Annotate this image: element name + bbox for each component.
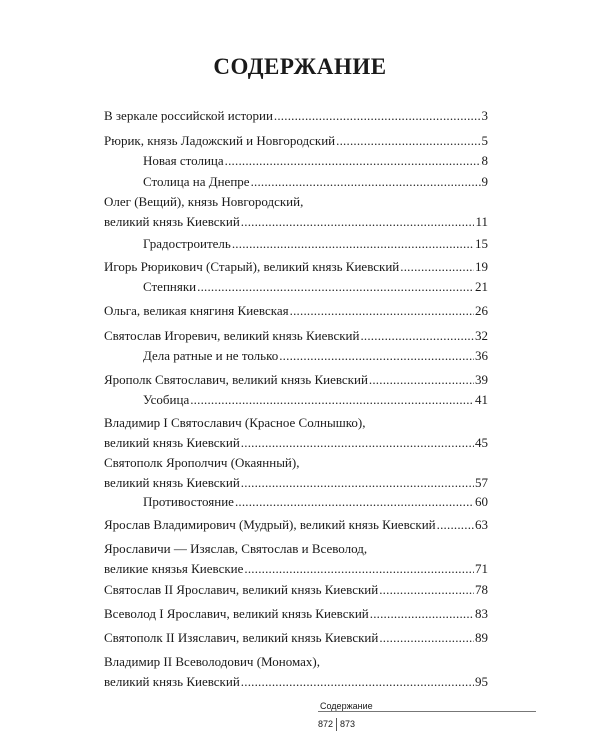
- toc-entry-title: Ярослав Владимирович (Мудрый), великий князь Киевский: [104, 517, 436, 532]
- toc-entry-title-line1: Владимир I Святославич (Красное Солнышко),: [104, 415, 366, 430]
- toc-entry-page: 36: [475, 348, 488, 363]
- toc-entry: [104, 108, 488, 130]
- toc-entry-title: В зеркале российской истории: [104, 108, 273, 123]
- toc-entry-title: Новая столица: [143, 153, 224, 168]
- toc-entry-title: Ольга, великая княгиня Киевская: [104, 303, 289, 318]
- toc-entry: [104, 630, 488, 652]
- toc-subentry: [143, 494, 488, 516]
- toc-entry-title: Святополк II Изяславич, великий князь Киевский: [104, 630, 379, 645]
- toc-entry: [104, 654, 488, 696]
- toc-subentry: [143, 279, 488, 301]
- toc-entry-page: 60: [475, 494, 488, 509]
- toc-leader-dots: [241, 475, 474, 491]
- toc-leader-dots: [235, 494, 474, 510]
- page-number-left: 872: [318, 718, 334, 729]
- toc-entry-title-line1: Святополк Ярополчич (Окаянный),: [104, 455, 300, 470]
- toc-leader-dots: [279, 348, 474, 364]
- toc-entry-title: Ярополк Святославич, великий князь Киевский: [104, 372, 368, 387]
- footer-rule: [318, 711, 536, 712]
- toc-entry-title: Рюрик, князь Ладожский и Новгородский: [104, 133, 336, 148]
- toc-entry-title: Градостроитель: [143, 236, 231, 251]
- page-title: СОДЕРЖАНИЕ: [213, 54, 387, 79]
- toc-subentry: [143, 348, 488, 370]
- page-number-right: 873: [340, 718, 356, 729]
- toc-entry: [104, 582, 488, 604]
- toc-entry: [104, 372, 488, 394]
- toc-entry-page: 15: [475, 236, 488, 251]
- toc-leader-dots: [336, 133, 480, 149]
- toc-entry-page: 26: [475, 303, 488, 318]
- toc-entry: [104, 328, 488, 350]
- toc-leader-dots: [274, 108, 481, 124]
- toc-leader-dots: [190, 392, 474, 408]
- toc-entry-page: 3: [481, 108, 488, 123]
- page-numbers: [318, 718, 355, 731]
- toc-leader-dots: [244, 561, 474, 577]
- toc-entry: [104, 259, 488, 281]
- toc-entry-title: великий князь Киевский: [104, 435, 240, 450]
- toc-entry-title: великий князь Киевский: [104, 475, 240, 490]
- toc-leader-dots: [379, 582, 474, 598]
- toc-leader-dots: [241, 435, 474, 451]
- toc-subentry: [143, 392, 488, 414]
- toc-entry-page: 57: [475, 475, 488, 490]
- toc-entry-page: 63: [475, 517, 488, 532]
- toc-leader-dots: [437, 517, 474, 533]
- toc-entry-title: Усобица: [143, 392, 190, 407]
- toc-entry: [104, 133, 488, 155]
- toc-subentry: [143, 153, 488, 175]
- toc-entry: [104, 415, 488, 457]
- toc-entry-title-line1: Ярославичи — Изяслав, Святослав и Всеволод,: [104, 541, 368, 556]
- toc-leader-dots: [197, 279, 474, 295]
- toc-entry-title: Противостояние: [143, 494, 234, 509]
- toc-leader-dots: [251, 174, 481, 190]
- toc-entry-page: 71: [475, 561, 488, 576]
- toc-entry: [104, 517, 488, 539]
- toc-entry-title: Святослав II Ярославич, великий князь Киевский: [104, 582, 379, 597]
- toc-entry-page: 5: [481, 133, 488, 148]
- toc-entry: [104, 303, 488, 325]
- toc-subentry: [143, 236, 488, 258]
- toc-leader-dots: [225, 153, 481, 169]
- toc-entry-page: 39: [475, 372, 488, 387]
- toc-entry-page: 11: [475, 214, 488, 229]
- toc-entry-title: великий князь Киевский: [104, 674, 240, 689]
- toc-leader-dots: [360, 328, 474, 344]
- toc-entry-page: 32: [475, 328, 488, 343]
- toc-subentry: [143, 174, 488, 196]
- toc-leader-dots: [370, 606, 474, 622]
- toc-entry-page: 19: [475, 259, 488, 274]
- running-footer-section: Содержание: [320, 701, 373, 711]
- toc-entry-title-line1: Владимир II Всеволодович (Мономах),: [104, 654, 320, 669]
- toc-entry-page: 41: [475, 392, 488, 407]
- toc-entry-title: великий князь Киевский: [104, 214, 240, 229]
- toc-entry: [104, 194, 488, 236]
- toc-leader-dots: [241, 674, 474, 690]
- toc-entry-page: 8: [481, 153, 488, 168]
- toc-entry-page: 45: [475, 435, 488, 450]
- toc-entry-page: 89: [475, 630, 488, 645]
- page-separator: [336, 718, 337, 731]
- toc-entry-title: великие князья Киевские: [104, 561, 244, 576]
- toc-entry-page: 78: [475, 582, 488, 597]
- toc-leader-dots: [400, 259, 474, 275]
- toc-leader-dots: [379, 630, 474, 646]
- toc-leader-dots: [369, 372, 474, 388]
- toc-entry-title: Столица на Днепре: [143, 174, 250, 189]
- toc-entry-title: Игорь Рюрикович (Старый), великий князь Киевский: [104, 259, 400, 274]
- toc-entry-page: 9: [481, 174, 488, 189]
- toc-entry-title: Святослав Игоревич, великий князь Киевский: [104, 328, 360, 343]
- toc-entry-title: Дела ратные и не только: [143, 348, 279, 363]
- toc-entry-page: 83: [475, 606, 488, 621]
- toc-entry: [104, 455, 488, 497]
- toc-entry-page: 95: [475, 674, 488, 689]
- toc-entry: [104, 606, 488, 628]
- toc-leader-dots: [290, 303, 474, 319]
- toc-entry-title-line1: Олег (Вещий), князь Новгородский,: [104, 194, 304, 209]
- toc-leader-dots: [241, 214, 475, 230]
- toc-entry-page: 21: [475, 279, 488, 294]
- toc-leader-dots: [232, 236, 474, 252]
- toc-entry: [104, 541, 488, 583]
- toc-entry-title: Степняки: [143, 279, 197, 294]
- toc-entry-title: Всеволод I Ярославич, великий князь Киевский: [104, 606, 369, 621]
